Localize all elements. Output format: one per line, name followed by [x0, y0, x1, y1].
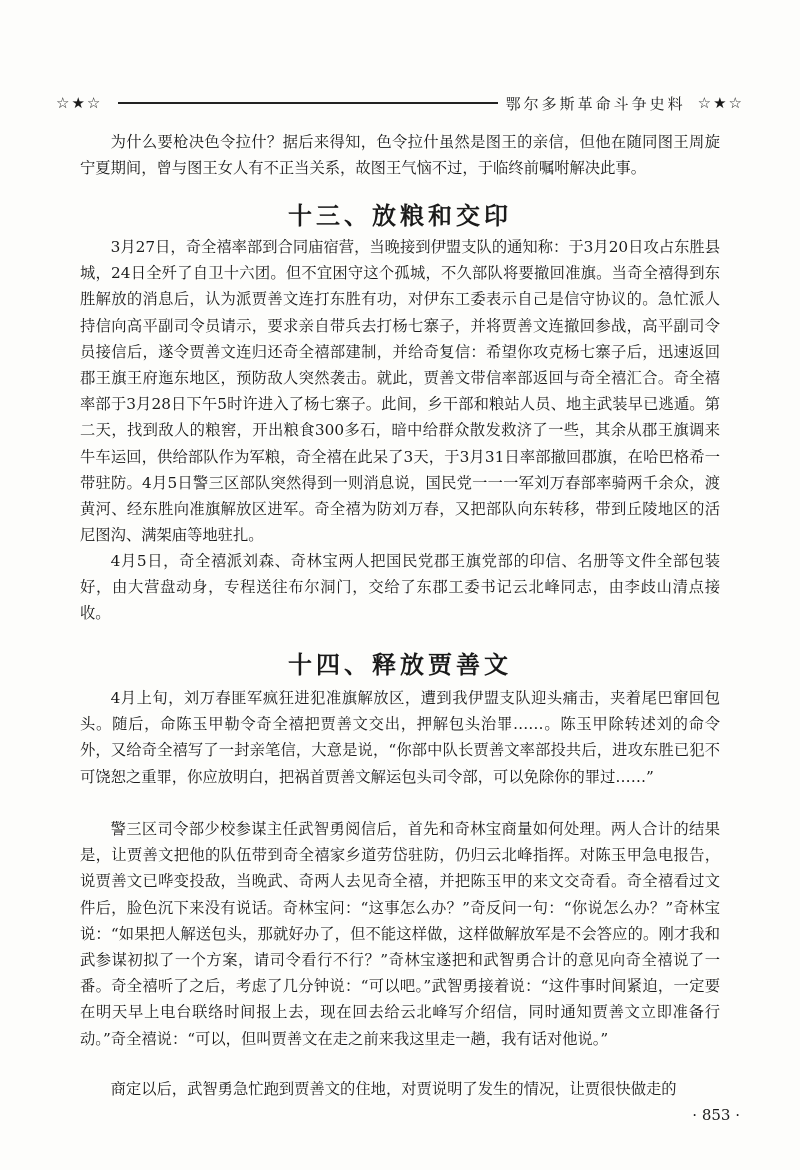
header-stars-left: ☆★☆	[56, 94, 103, 112]
paragraph-4: 警三区司令部少校参谋主任武智勇阅信后，首先和奇林宝商量如何处理。两人合计的结果是，让贾善文把他的队伍带到奇全禧家乡道劳岱驻防，仍归云北峰指挥。对陈玉甲急电报告，说贾善文已哗变投敌，当晚武、奇两人去见奇全禧，并把陈玉甲的来文交奇看。奇全禧看过文件后，脸色沉下来没有说话。奇林宝问：“这事怎么办？”奇反问一句：“你说怎么办？”奇林宝说：“如果把人解送包头，那就好办了，但不能这样做，这样做解放军是不会答应的。刚才我和武参谋初拟了一个方案，请司令看行不行？”奇林宝遂把和武智勇合计的意见向奇全禧说了一番。奇全禧听了之后，考虑了几分钟说：“可以吧。”武智勇接着说：“这件事时间紧迫，一定要在明天早上电台联络时间报上去，现在回去给云北峰写介绍信，同时通知贾善文立即准备行动。”奇全禧说：“可以，但叫贾善文在走之前来我这里走一趟，我有话对他说。”	[80, 820, 720, 1048]
section-heading-13: 十三、放粮和交印	[288, 201, 512, 230]
paragraph-0: 为什么要枪决色令拉什？据后来得知，色令拉什虽然是图王的亲信，但他在随同图王周旋宁夏期间，曾与图王女人有不正当关系，故图王气恼不过，于临终前嘱咐解决此事。	[80, 133, 720, 178]
running-title: 鄂尔多斯革命斗争史料	[505, 94, 686, 113]
header-rule	[118, 102, 497, 104]
paragraph-3: 4月上旬，刘万春匪军疯狂进犯准旗解放区，遭到我伊盟支队迎头痛击，夹着尾巴窜回包头。随后，命陈玉甲勒令奇全禧把贾善文交出，押解包头治罪……。陈玉甲除转述刘的命令外，又给奇全禧写了一封亲笔信，大意是说，“你部中队长贾善文率部投共后，进攻东胜已犯不可饶恕之重罪，你应放明白，把祸首贾善文解运包头司令部，可以免除你的罪过……”	[80, 689, 720, 786]
section-heading-14: 十四、释放贾善文	[288, 650, 512, 679]
page-number: · 853 ·	[692, 1106, 740, 1124]
running-header	[56, 90, 744, 116]
paragraph-5: 商定以后，武智勇急忙跑到贾善文的住地，对贾说明了发生的情况，让贾很快做走的	[110, 1080, 677, 1098]
header-stars-right: ☆★☆	[697, 94, 744, 112]
paragraph-1: 3月27日，奇全禧率部到合同庙宿营，当晚接到伊盟支队的通知称：于3月20日攻占东胜县城，24日全歼了自卫十六团。但不宜困守这个孤城，不久部队将要撤回准旗。当奇全禧得到东胜解放的消息后，认为派贾善文连打东胜有功，对伊东工委表示自己是信守协议的。急忙派人持信向高平副司令员请示，要求亲自带兵去打杨七寨子，并将贾善文连撤回参战，高平副司令员接信后，遂令贾善文连归还奇全禧部建制，并给奇复信：希望你攻克杨七寨子后，迅速返回郡王旗王府迤东地区，预防敌人突然袭击。就此，贾善文带信率部返回与奇全禧汇合。奇全禧率部于3月28日下午5时许进入了杨七寨子。此间，乡干部和粮站人员、地主武装早已逃遁。第二天，找到敌人的粮窖，开出粮食300多石，暗中给群众散发救济了一些，其余从郡王旗调来牛车运回，供给部队作为军粮，奇全禧在此呆了3天，于3月31日率部撤回郡旗，在哈巴格希一带驻防。4月5日警三区部队突然得到一则消息说，国民党一一一军刘万春部率骑两千余众，渡黄河、经东胜向准旗解放区进军。奇全禧为防刘万春，又把部队向东转移，带到丘陵地区的活尼图沟、满架庙等地驻扎。	[80, 238, 720, 545]
paragraph-2: 4月5日，奇全禧派刘森、奇林宝两人把国民党郡王旗党部的印信、名册等文件全部包装好，由大营盘动身，专程送往布尔洞门，交给了东郡工委书记云北峰同志，由李歧山清点接收。	[80, 552, 720, 623]
